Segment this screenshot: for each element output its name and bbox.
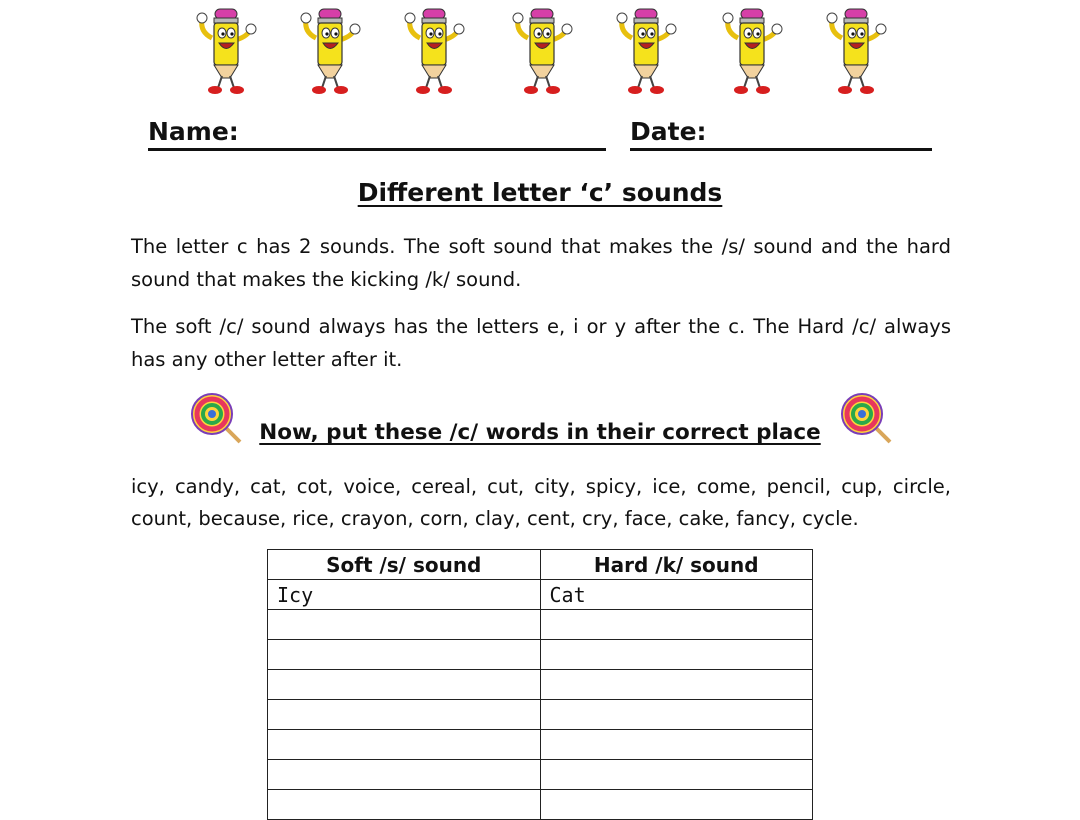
pencil-character-icon	[294, 6, 364, 98]
soft-sound-cell[interactable]	[268, 700, 541, 730]
hard-sound-cell[interactable]	[540, 700, 813, 730]
hard-sound-cell[interactable]	[540, 760, 813, 790]
table-row	[268, 760, 813, 790]
rule-paragraph: The soft /c/ sound always has the letters e, i or y after the c. The Hard /c/ always has any other letter after it.	[131, 315, 951, 371]
pencil-character-icon	[506, 6, 576, 98]
soft-sound-cell[interactable]	[268, 640, 541, 670]
hard-sound-cell[interactable]	[540, 640, 813, 670]
hard-sound-cell[interactable]	[540, 610, 813, 640]
date-write-line[interactable]	[630, 148, 932, 151]
worksheet-title: Different letter ‘c’ sounds	[357, 178, 723, 207]
pencil-character-icon	[610, 6, 680, 98]
table-row	[268, 580, 813, 610]
date-label: Date:	[630, 117, 707, 146]
hard-sound-cell[interactable]: Cat	[540, 580, 813, 610]
pencil-mascot-row	[190, 6, 890, 98]
table-row	[268, 610, 813, 640]
pencil-character-icon	[190, 6, 260, 98]
table-row	[268, 790, 813, 820]
soft-sound-cell[interactable]: Icy	[268, 580, 541, 610]
name-write-line[interactable]	[148, 148, 606, 151]
soft-sound-cell[interactable]	[268, 730, 541, 760]
pencil-character-icon	[398, 6, 468, 98]
hard-sound-header: Hard /k/ sound	[540, 550, 813, 580]
pencil-character-icon	[820, 6, 890, 98]
word-bank: icy, candy, cat, cot, voice, cereal, cut, city, spicy, ice, come, pencil, cup, circle, count, because, rice, crayon, corn, clay, cent, cry, face, cake, fancy, cycle.	[131, 475, 951, 530]
hard-sound-cell[interactable]	[540, 790, 813, 820]
soft-sound-cell[interactable]	[268, 670, 541, 700]
table-row	[268, 640, 813, 670]
soft-sound-header: Soft /s/ sound	[268, 550, 541, 580]
sorting-table	[267, 549, 813, 820]
soft-sound-cell[interactable]	[268, 760, 541, 790]
pencil-character-icon	[716, 6, 786, 98]
hard-sound-cell[interactable]	[540, 670, 813, 700]
lollipop-icon	[838, 390, 892, 444]
intro-paragraph: The letter c has 2 sounds. The soft sound that makes the /s/ sound and the hard sound that makes the kicking /k/ sound.	[131, 235, 951, 291]
instruction-heading: Now, put these /c/ words in their correct place	[259, 420, 821, 445]
table-row	[268, 700, 813, 730]
name-label: Name:	[148, 117, 239, 146]
table-row	[268, 730, 813, 760]
hard-sound-cell[interactable]	[540, 730, 813, 760]
table-row	[268, 670, 813, 700]
table-header-row	[268, 550, 813, 580]
soft-sound-cell[interactable]	[268, 790, 541, 820]
soft-sound-cell[interactable]	[268, 610, 541, 640]
